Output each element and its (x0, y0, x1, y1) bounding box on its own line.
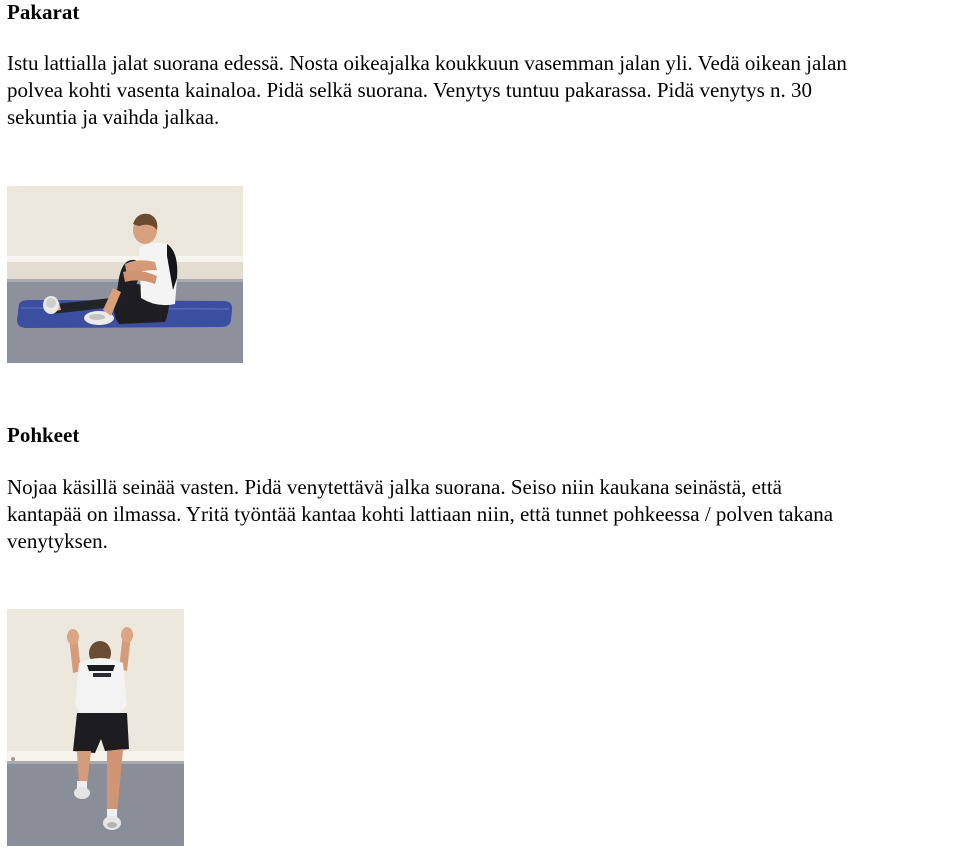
paragraph-pakarat (7, 50, 960, 131)
paragraph-pohkeet (7, 474, 960, 555)
section-title-pakarat: Pakarat (7, 0, 80, 24)
paragraph-line: venytyksen. (7, 529, 108, 553)
glute-stretch-photo (7, 186, 243, 363)
paragraph-line: sekuntia ja vaihda jalkaa. (7, 105, 220, 129)
paragraph-line: polvea kohti vasenta kainaloa. Pidä selkä suorana. Venytys tuntuu pakarassa. Pidä venytys n. 30 (7, 78, 813, 102)
section-title-pohkeet: Pohkeet (7, 423, 80, 447)
calf-stretch-photo (7, 609, 184, 846)
paragraph-line: Istu lattialla jalat suorana edessä. Nosta oikeajalka koukkuun vasemman jalan yli. Vedä oikean jalan (7, 51, 847, 75)
calf-stretch-illustration (7, 609, 184, 846)
paragraph-line: Nojaa käsillä seinää vasten. Pidä venytettävä jalka suorana. Seiso niin kaukana seinästä, että (7, 475, 782, 499)
paragraph-line: kantapää on ilmassa. Yritä työntää kantaa kohti lattiaan niin, että tunnet pohkeessa / polven takana (7, 502, 834, 526)
glute-stretch-illustration (7, 186, 243, 363)
